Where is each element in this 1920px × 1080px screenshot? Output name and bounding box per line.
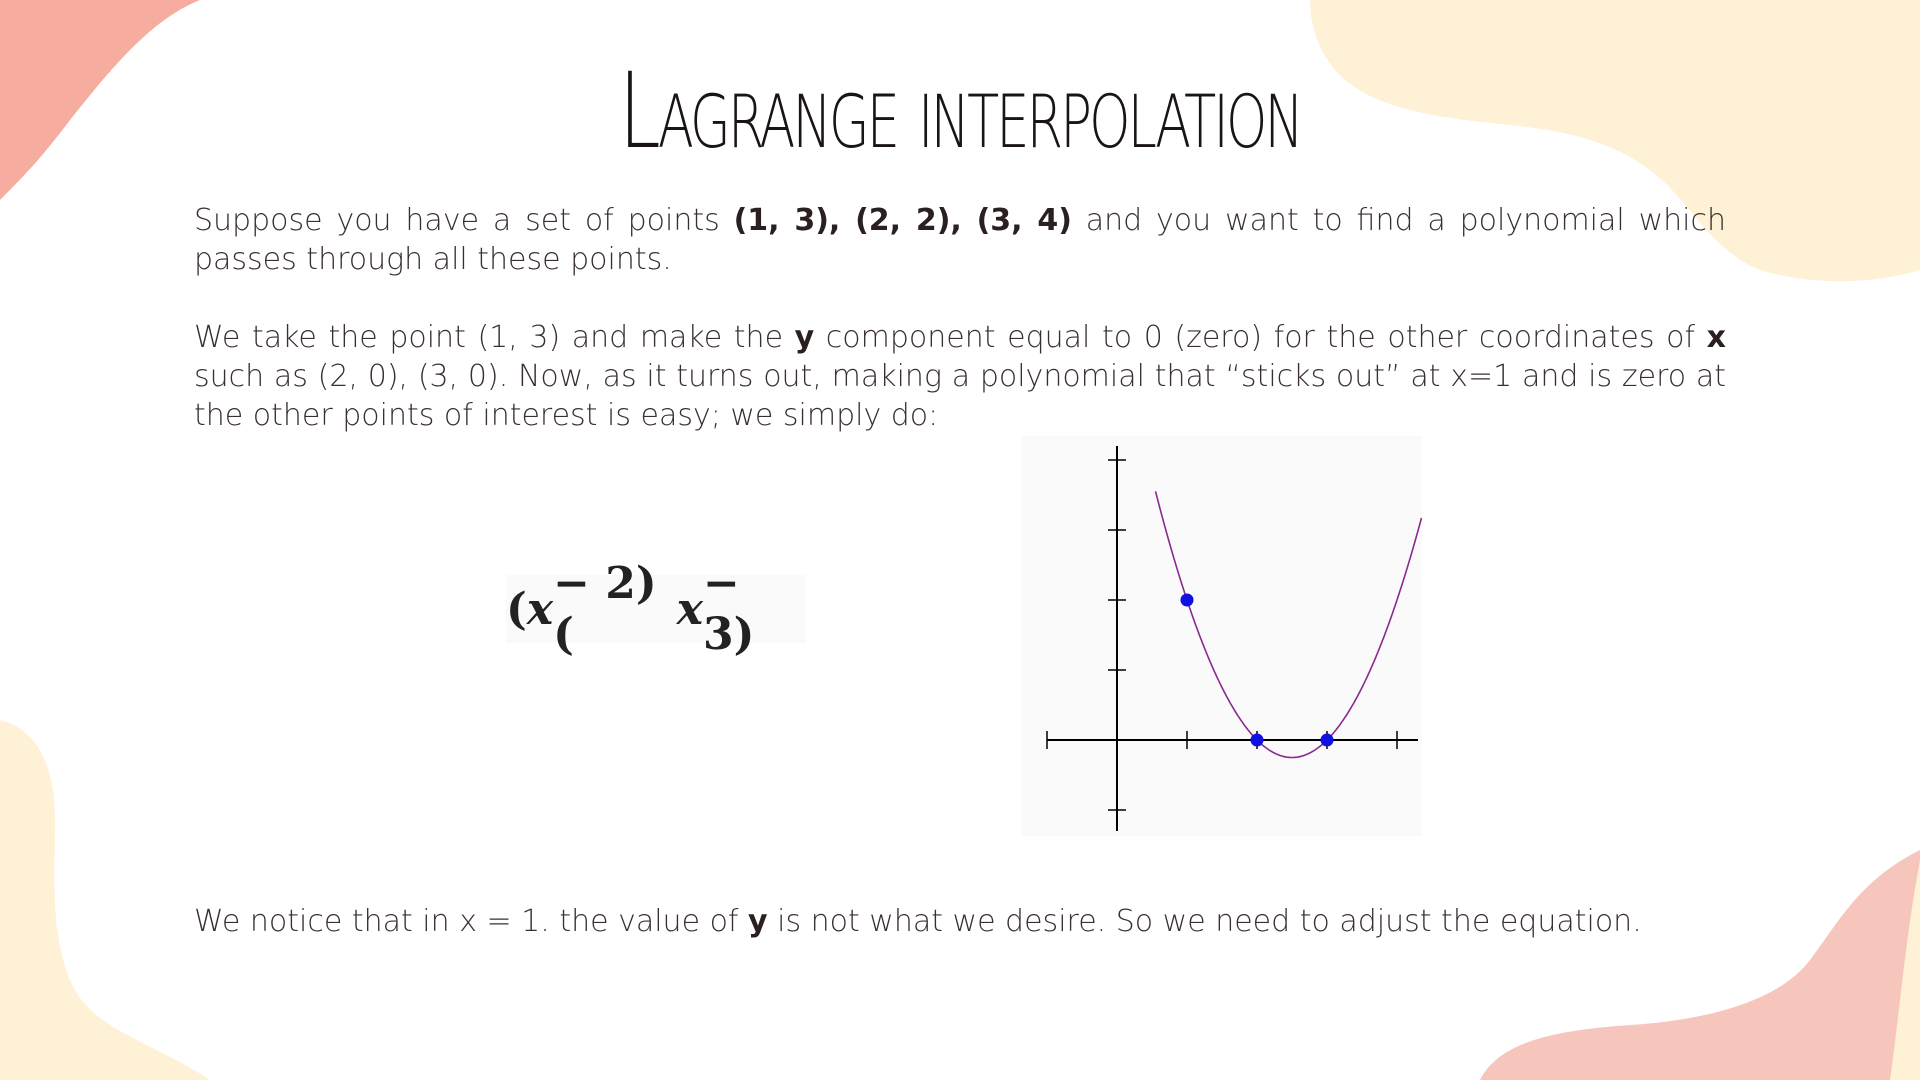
intro-paragraph	[194, 201, 1726, 279]
formula-open: (	[506, 583, 527, 635]
points-set: (1, 3), (2, 2), (3, 4)	[733, 203, 1072, 238]
method-text-2: component equal to 0 (zero) for the other coordinates of	[814, 320, 1707, 355]
bottom-right-cream-blob	[1830, 860, 1920, 1080]
formula-var-2: x	[676, 583, 703, 635]
slide-title: Lagrange interpolation	[619, 50, 1301, 172]
method-paragraph	[194, 318, 1726, 435]
conclusion-text-2: is not what we desire. So we need to adjust the equation.	[767, 904, 1642, 939]
bottom-left-blob	[0, 710, 220, 1080]
parabola-curve	[1156, 491, 1422, 757]
conclusion-text-1: We notice that in x = 1. the value of	[194, 904, 749, 939]
intro-text-2: and you want to find a polynomial which passes through all these points.	[194, 203, 1726, 277]
conclusion-paragraph	[194, 902, 1726, 941]
formula-image	[506, 558, 806, 660]
parabola-graph	[1022, 436, 1422, 836]
y-var-2: y	[748, 904, 768, 939]
formula-part-1: − 2)(	[553, 558, 657, 660]
data-point	[1321, 734, 1334, 747]
method-text-1: We take the point (1, 3) and make the	[194, 320, 795, 355]
method-text-3: such as (2, 0), (3, 0). Now, as it turns out, making a polynomial that “sticks out” at x=1 and is zero at the other points of interest is easy; we simply do:	[194, 359, 1726, 433]
y-var: y	[794, 320, 815, 355]
intro-text-1: Suppose you have a set of points	[194, 203, 734, 238]
top-left-blob	[0, 0, 210, 210]
formula-part-2: − 3)	[703, 558, 755, 660]
data-point	[1181, 594, 1194, 607]
formula-var-1: x	[526, 583, 554, 635]
x-var: x	[1706, 320, 1726, 355]
data-point	[1251, 734, 1264, 747]
